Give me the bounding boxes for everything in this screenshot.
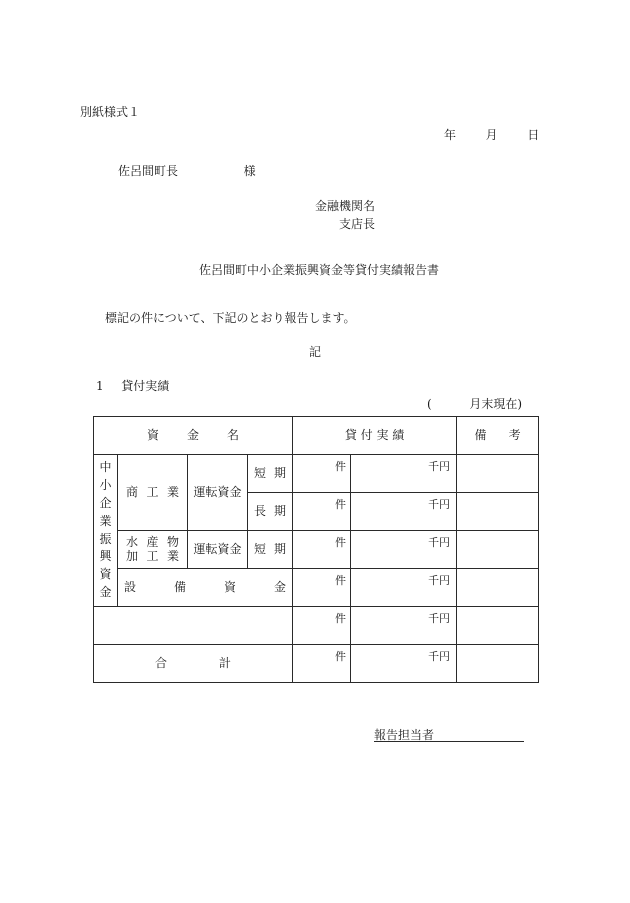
remarks-cell: [457, 645, 539, 683]
sender-org: 金融機関名: [315, 199, 376, 213]
addressee-name: 佐呂間町長: [118, 164, 179, 178]
table-row: [94, 455, 539, 493]
as-of-date: [427, 398, 522, 410]
date-month: 月: [485, 128, 498, 142]
blank-label-cell: [94, 607, 293, 645]
header-remarks: 備 考: [457, 417, 539, 455]
page-title: 佐呂間町中小企業振興資金等貸付実績報告書: [199, 263, 440, 277]
reporter: [374, 729, 524, 742]
short-term-label: 短 期: [248, 531, 293, 569]
amount-cell: 千円: [351, 569, 457, 607]
amount-cell: 千円: [351, 493, 457, 531]
table-row: [94, 607, 539, 645]
header-loan-record: 貸 付 実 績: [293, 417, 457, 455]
body-text: 標記の件について、下記のとおり報告します。: [105, 311, 356, 325]
remarks-cell: [457, 569, 539, 607]
sender-branch: 支店長: [339, 217, 376, 231]
working-capital-label: 運転資金: [188, 455, 248, 531]
count-cell: 件: [293, 645, 351, 683]
reporter-signature-line: [374, 729, 524, 742]
section-label: 貸付実績: [121, 379, 170, 393]
amount-cell: 千円: [351, 645, 457, 683]
header-fund-name: 資 金 名: [94, 417, 293, 455]
as-of-open: (: [427, 397, 432, 411]
count-cell: 件: [293, 569, 351, 607]
remarks-cell: [457, 455, 539, 493]
short-term-label: 短 期: [248, 455, 293, 493]
commerce-label: 商 工 業: [118, 455, 188, 531]
section-heading: [96, 380, 169, 392]
long-term-label: 長 期: [248, 493, 293, 531]
table-row: [94, 569, 539, 607]
count-cell: 件: [293, 455, 351, 493]
working-capital-label: 運転資金: [188, 531, 248, 569]
amount-cell: 千円: [351, 455, 457, 493]
fisheries-label: 水 産 物 加 工 業: [118, 531, 188, 569]
remarks-cell: [457, 493, 539, 531]
date-year: 年: [444, 128, 457, 142]
table-row: [94, 531, 539, 569]
amount-cell: 千円: [351, 607, 457, 645]
date-day: 日: [527, 128, 540, 142]
section-number: 1: [96, 379, 104, 393]
remarks-cell: [457, 607, 539, 645]
form-id: 別紙様式１: [80, 105, 141, 119]
count-cell: 件: [293, 531, 351, 569]
remarks-cell: [457, 531, 539, 569]
ki-marker: 記: [309, 345, 322, 359]
vertical-label-cell: 中 小 企 業 振 興 資 金: [94, 455, 118, 607]
loan-record-table: [93, 416, 539, 683]
amount-cell: 千円: [351, 531, 457, 569]
date-line: [444, 129, 539, 141]
count-cell: 件: [293, 607, 351, 645]
equipment-label: 設 備 資 金: [118, 569, 293, 607]
reporter-label: 報告担当者: [374, 728, 435, 742]
count-cell: 件: [293, 493, 351, 531]
total-label: 合 計: [94, 645, 293, 683]
addressee: [118, 165, 256, 177]
table-header-row: [94, 417, 539, 455]
as-of-text: 月末現在): [469, 397, 523, 411]
table-row-total: [94, 645, 539, 683]
addressee-honorific: 様: [243, 164, 256, 178]
